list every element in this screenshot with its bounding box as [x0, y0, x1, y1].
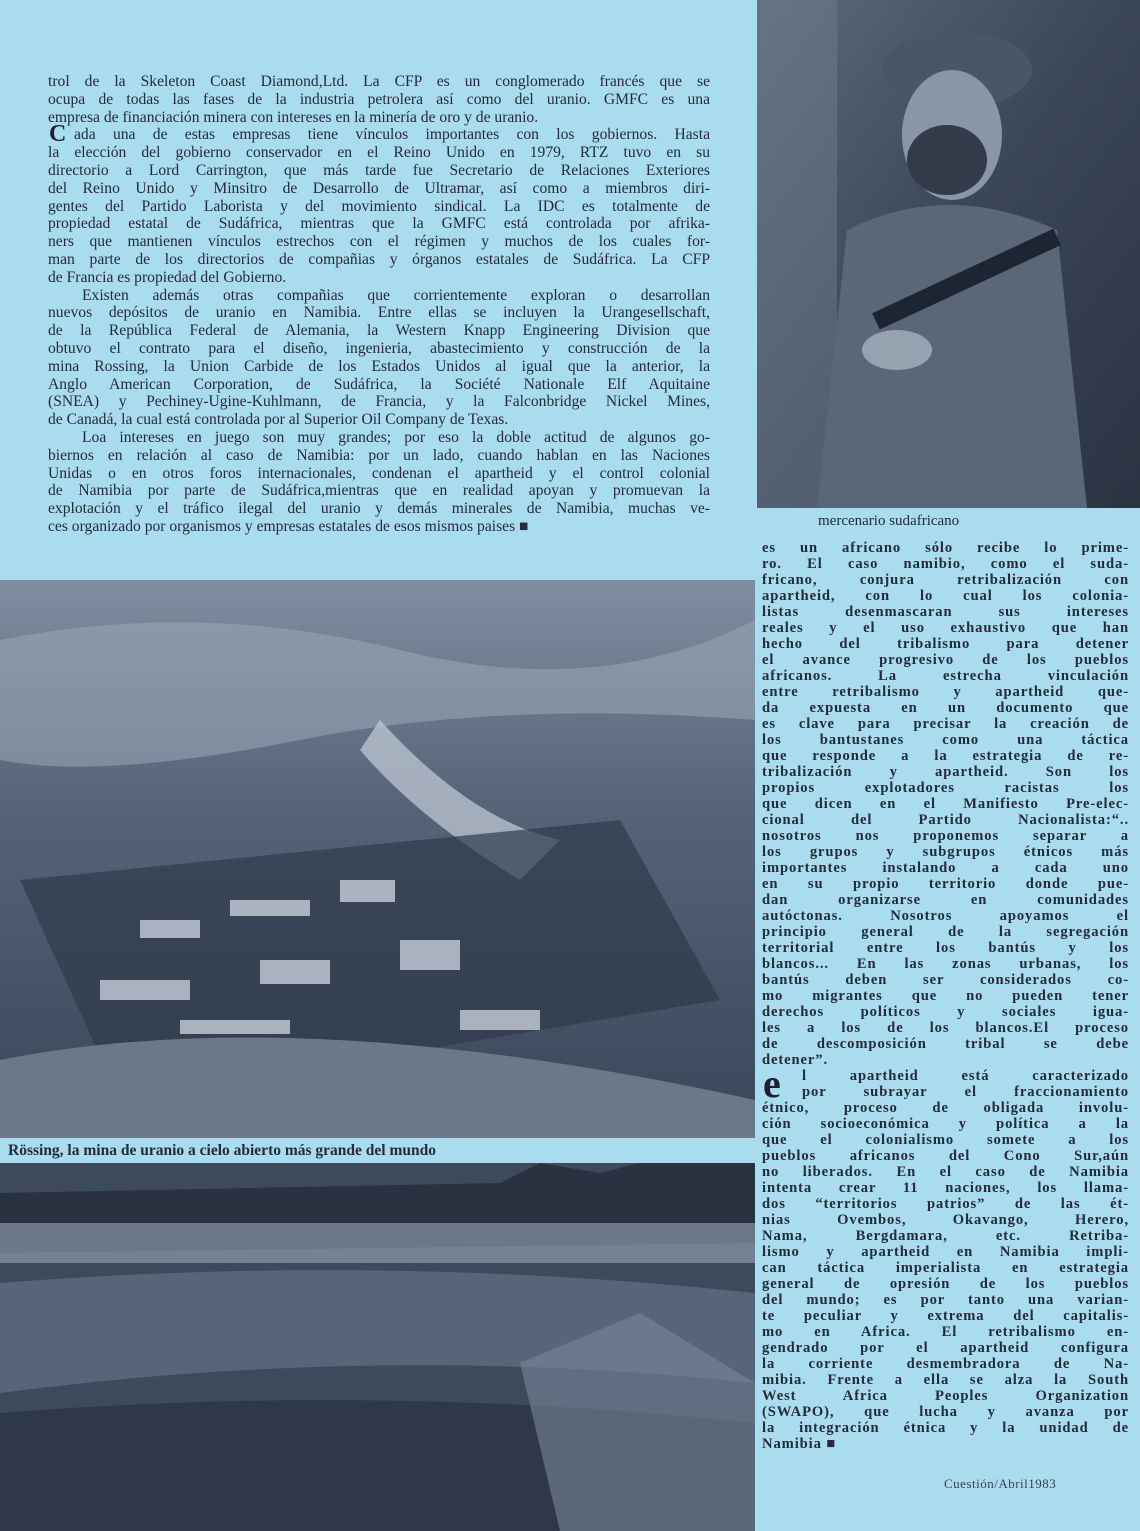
magazine-footer: Cuestión/Abril1983: [944, 1476, 1057, 1491]
text-line: dan organizarse en comunidades: [762, 892, 1129, 908]
text-line: de descomposición tribal se debe: [762, 1036, 1129, 1052]
text-line: mibia. Frente a ella se alza la South: [762, 1372, 1129, 1388]
text-line: (SWAPO), que lucha y avanza por: [762, 1404, 1129, 1420]
text-line: mina Rossing, la Union Carbide de los Estados Unidos al igual que la anterior, la: [48, 357, 710, 375]
text-line: de Francia es propiedad del Gobierno.: [48, 268, 287, 286]
drop-cap: e: [763, 1061, 781, 1106]
text-line: étnico, proceso de obligada involu-: [762, 1100, 1129, 1116]
text-line: Anglo American Corporation, de Sudáfrica, la Société Nationale Elf Aquitaine: [48, 375, 710, 393]
text-line: del Reino Unido y Minsitro de Desarrollo de Ultramar, así como a miembros diri-: [48, 179, 710, 197]
text-line: ocupa de todas las fases de la industria petrolera así como del uranio. GMFC es una: [48, 90, 710, 108]
text-line: bantús deben ser considerados co-: [762, 972, 1129, 988]
right-article-column: [762, 540, 1129, 1452]
text-line: los grupos y subgrupos étnicos más: [762, 844, 1129, 860]
text-line: por subrayar el fraccionamiento: [802, 1084, 1129, 1100]
text-line: territorial entre los bantús y los: [762, 940, 1129, 956]
text-line: tribalización y apartheid. Son los: [762, 764, 1129, 780]
text-line: propios explotadores racistas los: [762, 780, 1129, 796]
text-line: apartheid, con lo cual los colonia-: [762, 588, 1129, 604]
text-line: ces organizado por organismos y empresas estatales de esos mismos paises ■: [48, 517, 529, 535]
text-line: Loa intereses en juego son muy grandes; por eso la doble actitud de algunos go-: [82, 428, 710, 446]
text-line: hecho del tribalismo para detener: [762, 636, 1129, 652]
text-line: los bantustanes como una táctica: [762, 732, 1129, 748]
text-line: del mundo; es por tanto una varian-: [762, 1292, 1129, 1308]
text-line: intenta crear 11 naciones, los llama-: [762, 1180, 1129, 1196]
text-line: propiedad estatal de Sudáfrica, mientras que la GMFC está controlada por afrika-: [48, 215, 710, 233]
text-line: es clave para precisar la creación de: [762, 716, 1129, 732]
text-line: principio general de la segregación: [762, 924, 1129, 940]
text-line: reales y el uso exhaustivo que han: [762, 620, 1129, 636]
text-line: de Namibia por parte de Sudáfrica,mientras que en realidad apoyan y promuevan la: [48, 482, 710, 500]
text-line: te peculiar y extrema del capitalis-: [762, 1308, 1129, 1324]
text-line: gendrado por el apartheid configura: [762, 1340, 1129, 1356]
left-article-column: [48, 73, 710, 536]
text-line: West Africa Peoples Organization: [762, 1388, 1129, 1404]
text-line: el avance progresivo de los pueblos: [762, 652, 1129, 668]
text-line: lismo y apartheid en Namibia impli-: [762, 1244, 1129, 1260]
text-line: que dicen en el Manifiesto Pre-elec-: [762, 796, 1129, 812]
text-line: de Canadá, la cual está controlada por al Superior Oil Company de Texas.: [48, 411, 509, 429]
text-line: general de opresión de los pueblos: [762, 1276, 1129, 1292]
text-line: nuevos depósitos de uranio en Namibia. Entre ellas se incluyen la Urangesellschaft,: [48, 304, 710, 322]
text-line: la elección del gobierno conservador en el Reino Unido en 1979, RTZ tuvo en su: [48, 144, 710, 162]
rossing-mine-aerial-photo: [0, 580, 755, 1138]
soldier-photo-caption: mercenario sudafricano: [818, 513, 960, 529]
text-line: can táctica imperialista en estrategia: [762, 1260, 1129, 1276]
text-line: mo en Africa. El retribalismo en-: [762, 1324, 1129, 1340]
text-line: ners que mantienen vínculos estrechos con el régimen y muchos de los cuales for-: [48, 233, 710, 251]
mine-photo-caption: Rössing, la mina de uranio a cielo abierto más grande del mundo: [8, 1142, 436, 1159]
text-line: Nama, Bergdamara, etc. Retriba-: [762, 1228, 1129, 1244]
text-line: empresa de financiación minera con intereses en la minería de oro y de uranio.: [48, 108, 539, 126]
text-line: ada una de estas empresas tiene vínculos importantes con los gobiernos. Hasta: [74, 126, 710, 144]
text-line: fricano, conjura retribalización con: [762, 572, 1129, 588]
text-line: africanos. La estrecha vinculación: [762, 668, 1129, 684]
text-line: da expuesta en un documento que: [762, 700, 1129, 716]
text-line: man parte de los directorios de compañias y órganos estatales de Sudáfrica. La CFP: [48, 250, 710, 268]
text-line: biernos en relación al caso de Namibia: por un lado, cuando hablan en las Naciones: [48, 446, 710, 464]
text-line: obtuvo el contrato para el diseño, ingenieria, abastecimiento y construcción de la: [48, 339, 710, 357]
text-line: en su propio territorio donde pue-: [762, 876, 1129, 892]
text-line: mo migrantes que no pueden tener: [762, 988, 1129, 1004]
text-line: es un africano sólo recibe lo prime-: [762, 540, 1129, 556]
text-line: que el colonialismo somete a los: [762, 1132, 1129, 1148]
drop-cap: C: [49, 121, 67, 148]
text-line: que responde a la estrategia de re-: [762, 748, 1129, 764]
open-pit-photo: [0, 1163, 755, 1531]
text-line: importantes instalando a cada uno: [762, 860, 1129, 876]
text-line: derechos políticos y sociales igua-: [762, 1004, 1129, 1020]
text-line: de la República Federal de Alemania, la Western Knapp Engineering Division que: [48, 322, 710, 340]
text-line: listas desenmascaran sus intereses: [762, 604, 1129, 620]
text-line: les a los de los blancos.El proceso: [762, 1020, 1129, 1036]
text-line: no liberados. En el caso de Namibia: [762, 1164, 1129, 1180]
text-line: cional del Partido Nacionalista:“..: [762, 812, 1129, 828]
text-line: ción socioeconómica y política a la: [762, 1116, 1129, 1132]
text-line: blancos... En las zonas urbanas, los: [762, 956, 1129, 972]
text-line: (SNEA) y Pechiney-Ugine-Kuhlmann, de Francia, y la Falconbridge Nickel Mines,: [48, 393, 710, 411]
text-line: trol de la Skeleton Coast Diamond,Ltd. La CFP es un conglomerado francés que se: [48, 73, 710, 90]
text-line: Existen además otras compañias que corrientemente exploran o desarrollan: [82, 286, 710, 304]
text-line: detener”.: [762, 1052, 829, 1068]
text-line: Namibia ■: [762, 1436, 837, 1452]
text-line: dos “territorios patrios” de las ét-: [762, 1196, 1129, 1212]
text-line: Unidas o en otros foros internacionales, condenan el apartheid y el control colonial: [48, 464, 710, 482]
text-line: autóctonas. Nosotros apoyamos el: [762, 908, 1129, 924]
mercenary-photo: [757, 0, 1140, 508]
text-line: l apartheid está caracterizado: [802, 1068, 1129, 1084]
text-line: entre retribalismo y apartheid que-: [762, 684, 1129, 700]
text-line: directorio a Lord Carrington, que más tarde fue Secretario de Relaciones Exteriores: [48, 161, 710, 179]
text-line: gentes del Partido Laborista y del movimiento sindical. La IDC es totalmente de: [48, 197, 710, 215]
text-line: la corriente desmembradora de Na-: [762, 1356, 1129, 1372]
text-line: nosotros nos proponemos separar a: [762, 828, 1129, 844]
text-line: explotación y el tráfico ilegal del uranio y demás minerales de Namibia, muchas ve-: [48, 500, 710, 518]
text-line: ro. El caso namibio, como el suda-: [762, 556, 1129, 572]
text-line: nias Ovembos, Okavango, Herero,: [762, 1212, 1129, 1228]
text-line: la integración étnica y la unidad de: [762, 1420, 1129, 1436]
text-line: pueblos africanos del Cono Sur,aún: [762, 1148, 1129, 1164]
